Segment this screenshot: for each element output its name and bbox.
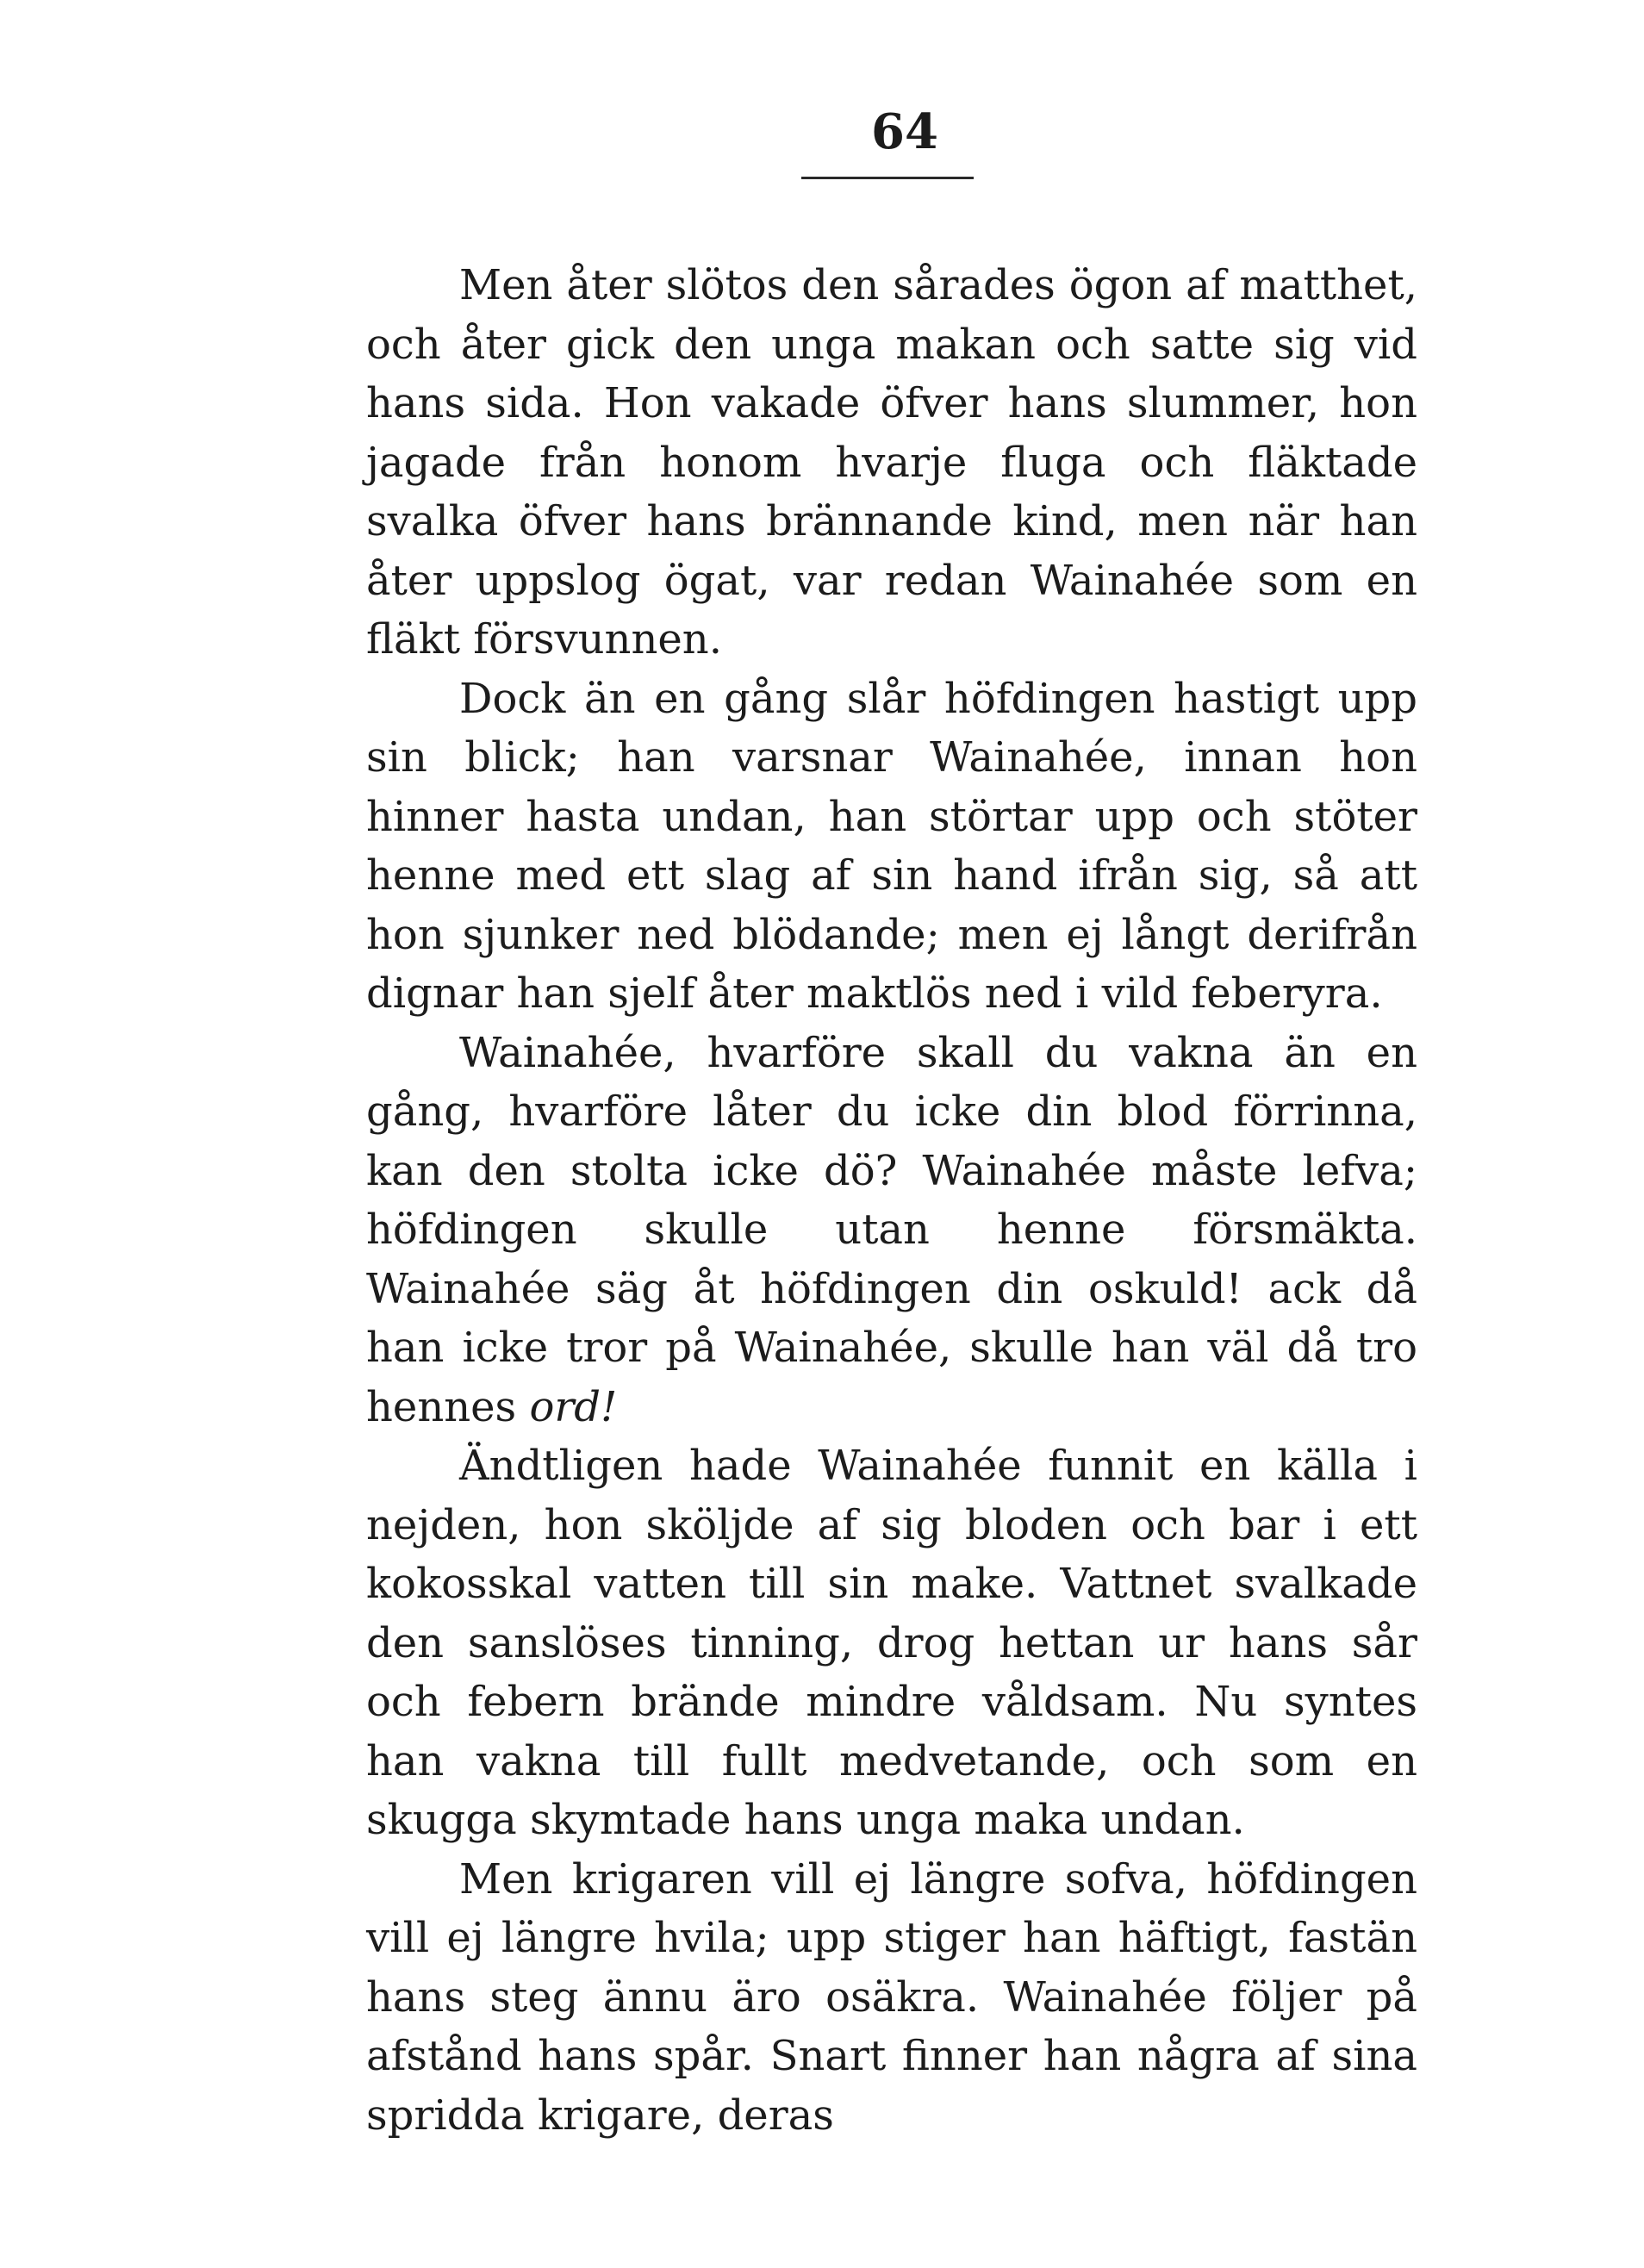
italic-word: ord! bbox=[529, 1382, 618, 1431]
paragraph-1: Men åter slötos den sårades ögon af matthet, och åter gick den unga makan och satte sig vid hans sida. Hon vakade öfver hans slummer, hon jagade från honom hvarje fluga och fläktade svalka öfver hans brännande kind, men när han åter uppslog ögat, var redan Wainahée som en fläkt försvunnen. bbox=[366, 261, 1417, 664]
paragraph-3-text: Wainahée, hvarföre skall du vakna än en gång, hvarföre låter du icke din blod förrinna, kan den stolta icke dö? Wainahée måste lefva; höfdingen skulle utan henne försmäkta. Wainahée säg åt höfdingen din oskuld! ack då han icke tror på Wainahée, skulle han väl då tro hennes bbox=[366, 1028, 1417, 1431]
paragraph-2: Dock än en gång slår höfdingen hastigt upp sin blick; han varsnar Wainahée, innan hon hinner hasta undan, han störtar upp och stöter henne med ett slag af sin hand ifrån sig, så att hon sjunker ned blödande; men ej långt derifrån dignar han sjelf åter maktlös ned i vild feberyra. bbox=[366, 674, 1417, 1018]
page-number: 64 bbox=[871, 103, 938, 160]
body-text bbox=[366, 256, 1417, 2145]
paragraph-4: Ändtligen hade Wainahée funnit en källa i nejden, hon sköljde af sig bloden och bar i ett kokosskal vatten till sin make. Vattnet svalkade den sanslöses tinning, drog hettan ur hans sår och febern brände mindre våldsam. Nu syntes han vakna till fullt medvetande, och som en skugga skymtade hans unga maka undan. bbox=[366, 1442, 1417, 1844]
paragraph-3 bbox=[366, 1024, 1417, 1437]
header-rule bbox=[801, 177, 974, 179]
paragraph-5: Men krigaren vill ej längre sofva, höfdingen vill ej längre hvila; upp stiger han häftigt, fastän hans steg ännu äro osäkra. Wainahée följer på afstånd hans spår. Snart finner han några af sina spridda krigare, deras bbox=[366, 1854, 1417, 2140]
